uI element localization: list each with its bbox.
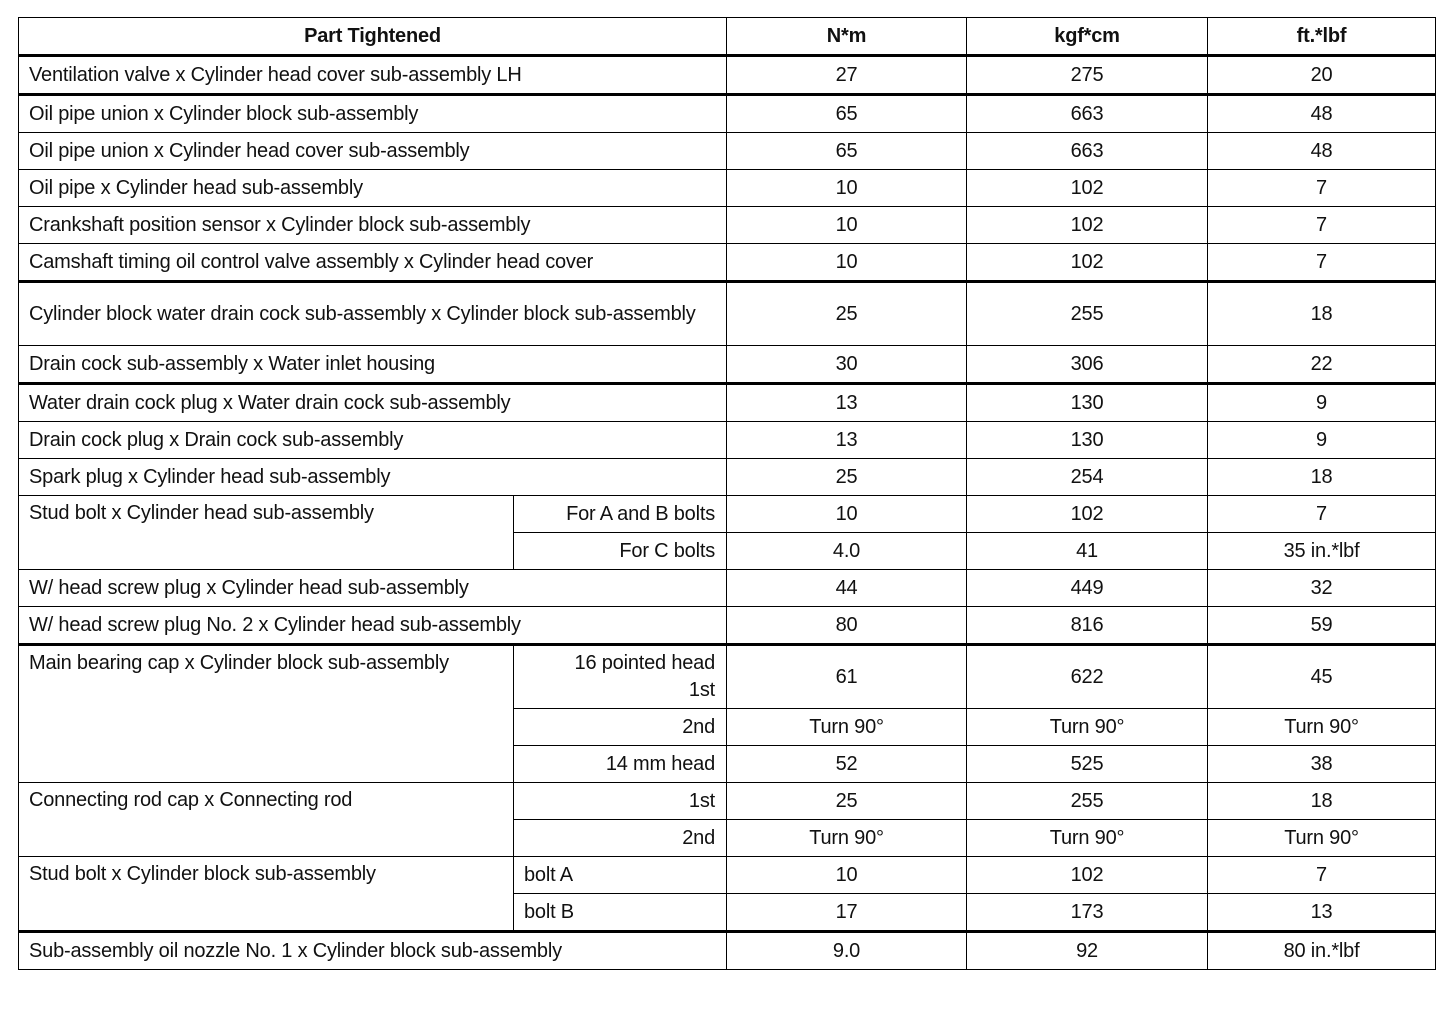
table-row: [19, 645, 1436, 709]
table-row: [19, 346, 1436, 384]
ftlbf-cell: Turn 90°: [1208, 820, 1436, 857]
part-cell: Oil pipe union x Cylinder block sub-assembly: [19, 95, 727, 133]
table-row: [19, 783, 1436, 820]
kgf-cell: 102: [967, 170, 1208, 207]
part-cell: Sub-assembly oil nozzle No. 1 x Cylinder block sub-assembly: [19, 932, 727, 970]
part-cell: Drain cock plug x Drain cock sub-assembly: [19, 422, 727, 459]
part-cell: Ventilation valve x Cylinder head cover sub-assembly LH: [19, 56, 727, 95]
table-row: [19, 459, 1436, 496]
condition-cell: bolt A: [514, 857, 727, 894]
condition-line: 16 pointed head: [574, 652, 716, 674]
part-cell: Spark plug x Cylinder head sub-assembly: [19, 459, 727, 496]
nm-cell: 27: [727, 56, 967, 95]
kgf-cell: 102: [967, 207, 1208, 244]
part-cell: Oil pipe union x Cylinder head cover sub-assembly: [19, 133, 727, 170]
kgf-cell: 275: [967, 56, 1208, 95]
kgf-cell: 254: [967, 459, 1208, 496]
ftlbf-cell: 7: [1208, 244, 1436, 282]
part-cell: Crankshaft position sensor x Cylinder block sub-assembly: [19, 207, 727, 244]
ftlbf-cell: 9: [1208, 384, 1436, 422]
nm-cell: 44: [727, 570, 967, 607]
torque-spec-table: [18, 17, 1436, 970]
ftlbf-cell: 32: [1208, 570, 1436, 607]
nm-cell: 61: [727, 645, 967, 709]
condition-cell: [514, 645, 727, 709]
ftlbf-cell: 9: [1208, 422, 1436, 459]
condition-cell: For C bolts: [514, 533, 727, 570]
ftlbf-cell: 7: [1208, 857, 1436, 894]
nm-cell: 10: [727, 170, 967, 207]
kgf-cell: 663: [967, 133, 1208, 170]
nm-cell: 25: [727, 282, 967, 346]
part-cell: Main bearing cap x Cylinder block sub-assembly: [19, 645, 514, 783]
nm-cell: 13: [727, 384, 967, 422]
ftlbf-cell: 13: [1208, 894, 1436, 932]
part-cell: Stud bolt x Cylinder head sub-assembly: [19, 496, 514, 570]
table-row: [19, 496, 1436, 533]
kgf-cell: Turn 90°: [967, 709, 1208, 746]
condition-cell: bolt B: [514, 894, 727, 932]
kgf-cell: 173: [967, 894, 1208, 932]
kgf-cell: 525: [967, 746, 1208, 783]
nm-cell: Turn 90°: [727, 709, 967, 746]
ftlbf-cell: 59: [1208, 607, 1436, 645]
table-row: [19, 422, 1436, 459]
condition-cell: 2nd: [514, 709, 727, 746]
condition-cell: 2nd: [514, 820, 727, 857]
kgf-cell: 449: [967, 570, 1208, 607]
table-row: [19, 932, 1436, 970]
part-cell: W/ head screw plug x Cylinder head sub-assembly: [19, 570, 727, 607]
kgf-cell: 663: [967, 95, 1208, 133]
condition-line: 1st: [688, 679, 716, 701]
table-row: [19, 244, 1436, 282]
kgf-cell: 102: [967, 857, 1208, 894]
kgf-cell: 816: [967, 607, 1208, 645]
ftlbf-cell: 48: [1208, 133, 1436, 170]
kgf-cell: 622: [967, 645, 1208, 709]
ftlbf-cell: 18: [1208, 282, 1436, 346]
header-ft-lbf: ft.*lbf: [1208, 18, 1436, 56]
condition-cell: For A and B bolts: [514, 496, 727, 533]
table-row: [19, 133, 1436, 170]
kgf-cell: 92: [967, 932, 1208, 970]
nm-cell: 65: [727, 133, 967, 170]
kgf-cell: 102: [967, 244, 1208, 282]
header-nm: N*m: [727, 18, 967, 56]
table-row: [19, 282, 1436, 346]
kgf-cell: 130: [967, 422, 1208, 459]
part-cell: Connecting rod cap x Connecting rod: [19, 783, 514, 857]
nm-cell: 52: [727, 746, 967, 783]
part-cell: Cylinder block water drain cock sub-assembly x Cylinder block sub-assembly: [19, 282, 727, 346]
part-cell: Water drain cock plug x Water drain cock sub-assembly: [19, 384, 727, 422]
nm-cell: 30: [727, 346, 967, 384]
table-row: [19, 207, 1436, 244]
table-row: [19, 170, 1436, 207]
table-row: [19, 607, 1436, 645]
part-cell: Oil pipe x Cylinder head sub-assembly: [19, 170, 727, 207]
ftlbf-cell: 7: [1208, 496, 1436, 533]
ftlbf-cell: 22: [1208, 346, 1436, 384]
ftlbf-cell: 18: [1208, 783, 1436, 820]
header-kgf-cm: kgf*cm: [967, 18, 1208, 56]
table-row: [19, 570, 1436, 607]
part-cell: W/ head screw plug No. 2 x Cylinder head sub-assembly: [19, 607, 727, 645]
nm-cell: 25: [727, 459, 967, 496]
kgf-cell: 41: [967, 533, 1208, 570]
nm-cell: 10: [727, 244, 967, 282]
ftlbf-cell: 48: [1208, 95, 1436, 133]
part-cell: Camshaft timing oil control valve assembly x Cylinder head cover: [19, 244, 727, 282]
nm-cell: 10: [727, 207, 967, 244]
part-cell: Stud bolt x Cylinder block sub-assembly: [19, 857, 514, 932]
ftlbf-cell: 35 in.*lbf: [1208, 533, 1436, 570]
kgf-cell: 255: [967, 783, 1208, 820]
table-row: [19, 95, 1436, 133]
ftlbf-cell: 7: [1208, 207, 1436, 244]
nm-cell: 4.0: [727, 533, 967, 570]
ftlbf-cell: Turn 90°: [1208, 709, 1436, 746]
ftlbf-cell: 80 in.*lbf: [1208, 932, 1436, 970]
nm-cell: 17: [727, 894, 967, 932]
ftlbf-cell: 45: [1208, 645, 1436, 709]
ftlbf-cell: 7: [1208, 170, 1436, 207]
nm-cell: 9.0: [727, 932, 967, 970]
table-row: [19, 384, 1436, 422]
header-part-tightened: Part Tightened: [19, 18, 727, 56]
kgf-cell: 306: [967, 346, 1208, 384]
nm-cell: Turn 90°: [727, 820, 967, 857]
kgf-cell: Turn 90°: [967, 820, 1208, 857]
kgf-cell: 102: [967, 496, 1208, 533]
table-row: [19, 857, 1436, 894]
table-row: [19, 56, 1436, 95]
nm-cell: 25: [727, 783, 967, 820]
condition-cell: 14 mm head: [514, 746, 727, 783]
nm-cell: 13: [727, 422, 967, 459]
nm-cell: 65: [727, 95, 967, 133]
ftlbf-cell: 38: [1208, 746, 1436, 783]
condition-cell: 1st: [514, 783, 727, 820]
kgf-cell: 255: [967, 282, 1208, 346]
ftlbf-cell: 20: [1208, 56, 1436, 95]
nm-cell: 80: [727, 607, 967, 645]
table-header-row: [19, 18, 1436, 56]
part-cell: Drain cock sub-assembly x Water inlet housing: [19, 346, 727, 384]
ftlbf-cell: 18: [1208, 459, 1436, 496]
nm-cell: 10: [727, 496, 967, 533]
nm-cell: 10: [727, 857, 967, 894]
kgf-cell: 130: [967, 384, 1208, 422]
